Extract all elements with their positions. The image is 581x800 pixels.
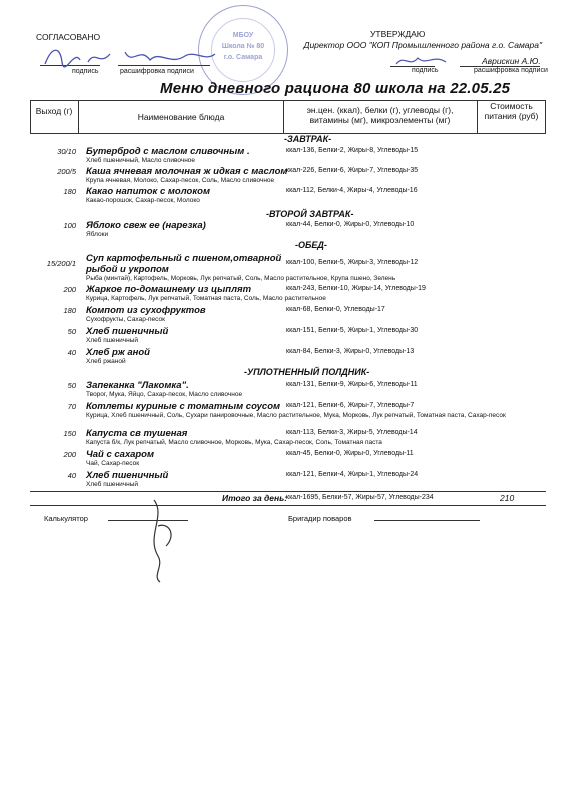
total-cost: 210: [500, 493, 515, 503]
sign-label-right: подпись: [412, 67, 439, 74]
col-header-nutrition: эн.цен. (ккал), белки (г), углеводы (г), витамины (мг), микроэлементы (мг): [306, 105, 454, 125]
sign-label-left: подпись: [72, 68, 99, 75]
col-header-qty: Выход (г): [35, 106, 73, 116]
signature-left: [40, 44, 220, 74]
section-afternoon-snack: -УПЛОТНЕННЫЙ ПОЛДНИК-: [244, 367, 370, 377]
section-second-breakfast: -ВТОРОЙ ЗАВТРАК-: [266, 209, 354, 219]
head-cook-sign-line: [374, 520, 480, 521]
stamp-text-bot: г.о. Самара: [223, 54, 263, 61]
director-label: Директор ООО "КОП Промышленного района г.о. Самара": [303, 40, 542, 50]
total-nutrition: ккал-1695, Белки-57, Жиры-57, Углеводы-234: [286, 494, 434, 501]
signature-right: [392, 52, 452, 70]
right-signatory-name: Аврискин А.Ю.: [482, 56, 541, 66]
total-top-border: [30, 491, 546, 492]
total-bottom-border: [30, 505, 546, 506]
decode-label-left: расшифровка подписи: [120, 68, 194, 75]
col-header-cost: Стоимость питания (руб): [484, 101, 539, 121]
col-header-name: Наименование блюда: [137, 112, 225, 122]
approved-right-label: УТВЕРЖДАЮ: [370, 29, 426, 39]
decode-label-right: расшифровка подписи: [474, 67, 548, 74]
calculator-label: Калькулятор: [44, 514, 88, 523]
calculator-signature: [136, 496, 186, 586]
total-label: Итого за день:: [222, 493, 288, 503]
section-lunch: -ОБЕД-: [295, 240, 327, 250]
page-title: Меню дневного рациона 80 школа на 22.05.25: [160, 80, 511, 97]
approved-left-label: СОГЛАСОВАНО: [36, 32, 101, 42]
head-cook-label: Бригадир поваров: [288, 514, 352, 523]
stamp-text-top: МБОУ: [232, 32, 254, 39]
stamp-text-mid: Школа № 80: [221, 43, 265, 50]
section-breakfast: -ЗАВТРАК-: [284, 134, 332, 144]
table-top-border: [30, 100, 546, 101]
